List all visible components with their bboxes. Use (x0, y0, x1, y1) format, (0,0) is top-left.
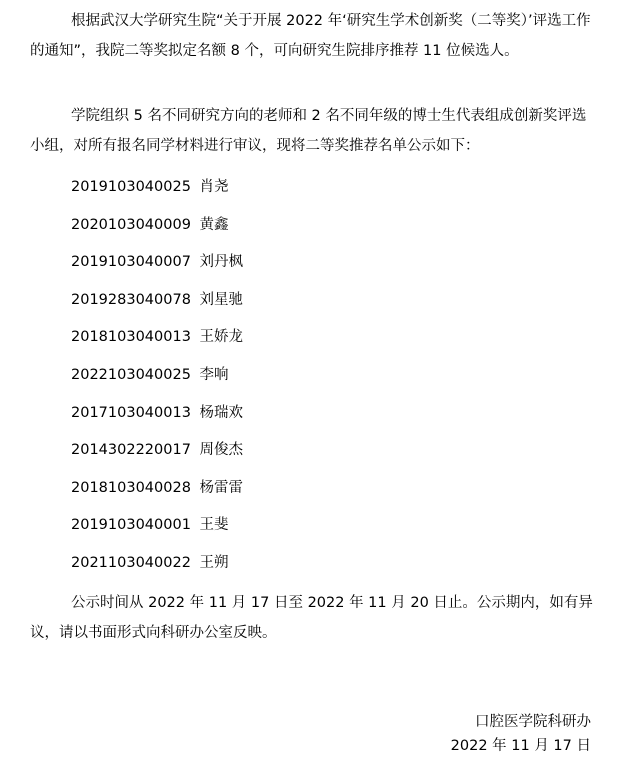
candidate-item (71, 398, 243, 436)
candidate-item (71, 172, 243, 210)
candidate-item (71, 210, 243, 248)
publicity-period-paragraph: 公示时间从 2022 年 11 月 17 日至 2022 年 11 月 20 日止。公示期内，如有异议，请以书面形式向科研办公室反映。 (30, 595, 593, 641)
candidate-item (71, 510, 243, 548)
candidate-list (71, 172, 243, 586)
candidate-student-id: 2014302220017 (71, 442, 191, 459)
candidate-item (71, 285, 243, 323)
candidate-name: 刘星驰 (199, 291, 244, 308)
candidate-name: 周俊杰 (199, 442, 244, 459)
candidate-student-id: 2019283040078 (71, 291, 191, 308)
candidate-item (71, 435, 243, 473)
candidate-item (71, 360, 243, 398)
candidate-name: 王娇龙 (199, 329, 244, 346)
candidate-name: 李响 (199, 366, 229, 383)
candidate-student-id: 2020103040009 (71, 216, 191, 233)
candidate-student-id: 2022103040025 (71, 366, 191, 383)
candidate-item (71, 322, 243, 360)
candidate-student-id: 2018103040013 (71, 329, 191, 346)
candidate-name: 王朔 (199, 554, 229, 571)
candidate-name: 黄鑫 (199, 216, 229, 233)
selection-group-paragraph: 学院组织 5 名不同研究方向的老师和 2 名不同年级的博士生代表组成创新奖评选小组，对所有报名同学材料进行审议，现将二等奖推荐名单公示如下： (30, 108, 587, 154)
candidate-name: 王斐 (199, 517, 229, 534)
intro-paragraph: 根据武汉大学研究生院“关于开展 2022 年‘研究生学术创新奖（二等奖）’评选工作的通知”，我院二等奖拟定名额 8 个，可向研究生院排序推荐 11 位候选人。 (30, 13, 591, 59)
candidate-student-id: 2021103040022 (71, 554, 191, 571)
signature-date: 2022 年 11 月 17 日 (450, 738, 591, 754)
candidate-student-id: 2019103040025 (71, 179, 191, 195)
candidate-student-id: 2018103040028 (71, 479, 191, 496)
candidate-item (71, 473, 243, 511)
signature-organization: 口腔医学院科研办 (475, 714, 591, 730)
candidate-item (71, 247, 243, 285)
candidate-item (71, 548, 243, 586)
candidate-name: 肖尧 (199, 179, 229, 195)
candidate-name: 杨雷雷 (199, 479, 244, 496)
candidate-student-id: 2017103040013 (71, 404, 191, 421)
candidate-name: 刘丹枫 (199, 254, 244, 271)
candidate-student-id: 2019103040007 (71, 254, 191, 271)
candidate-name: 杨瑞欢 (199, 404, 244, 421)
candidate-student-id: 2019103040001 (71, 517, 191, 534)
